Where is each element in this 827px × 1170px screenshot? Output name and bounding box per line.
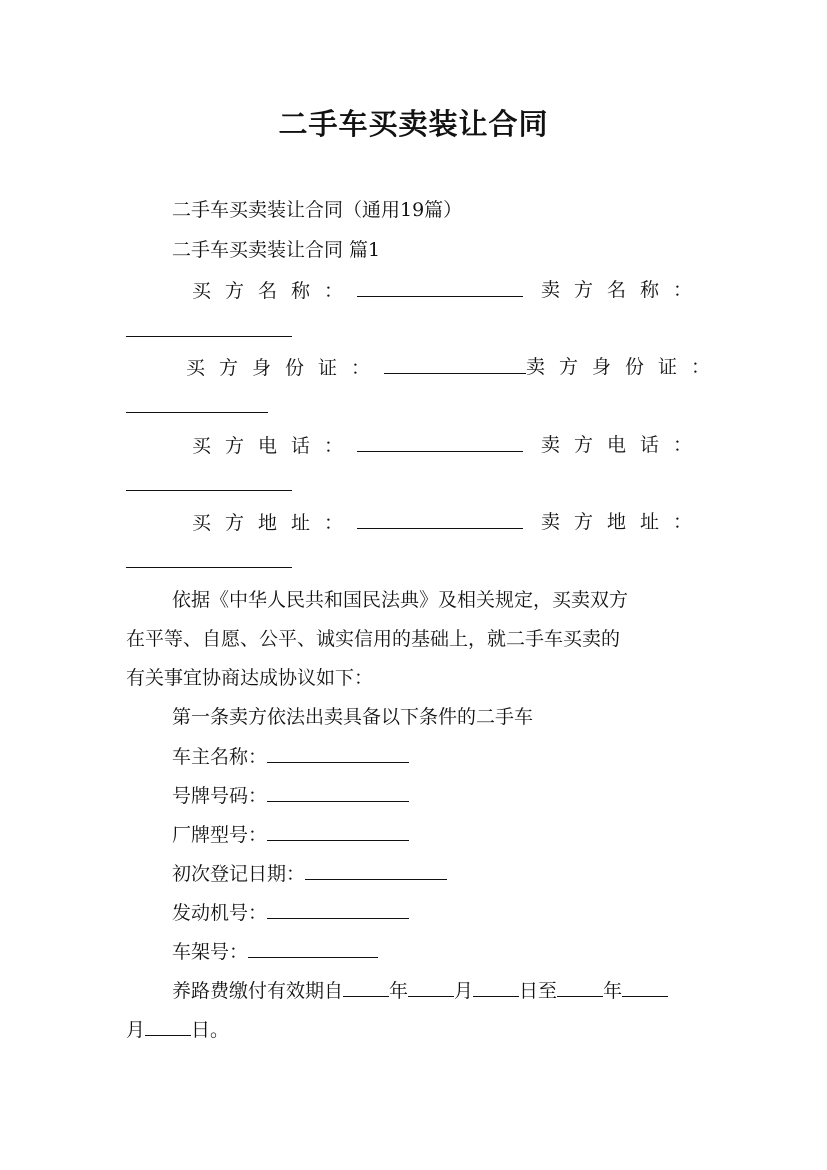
maintenance-row	[172, 978, 706, 1003]
paragraph-line-2: 在平等、自愿、公平、诚实信用的基础上，就二手车买卖的	[126, 628, 621, 650]
frame-label: 车架号：	[172, 941, 249, 963]
brand-row	[172, 822, 752, 847]
day-blank-1	[473, 978, 519, 997]
month-blank-1	[408, 978, 454, 997]
phone-row	[126, 433, 706, 458]
frame-row	[172, 939, 752, 964]
plate-label: 号牌号码：	[172, 785, 268, 807]
plate-row	[172, 783, 752, 808]
day-end-label: 日。	[191, 1019, 230, 1041]
paragraph-line-1: 依据《中华人民共和国民法典》及相关规定，买卖双方	[172, 589, 629, 611]
engine-label: 发动机号：	[172, 902, 268, 924]
month-label-2: 月	[126, 1019, 146, 1041]
seller-address-label: 卖方地址：	[540, 511, 706, 533]
buyer-phone-blank	[357, 433, 523, 452]
intro-line: 二手车买卖装让合同（通用19篇）	[172, 199, 463, 221]
frame-blank	[248, 939, 378, 958]
address-row	[126, 510, 706, 535]
year-blank-1	[343, 978, 389, 997]
reg-date-row	[172, 861, 752, 886]
seller-address-blank-line	[126, 549, 706, 574]
maintenance-label: 养路费缴付有效期自	[172, 980, 344, 1002]
car-owner-row	[172, 744, 752, 769]
day-to-label: 日至	[519, 980, 558, 1002]
reg-date-label: 初次登记日期：	[172, 863, 306, 885]
brand-blank	[267, 822, 409, 841]
month-blank-2	[622, 978, 668, 997]
seller-id-blank-line	[126, 394, 706, 419]
buyer-id-label: 买方身份证：	[186, 357, 385, 379]
buyer-phone-label: 买方电话：	[192, 435, 358, 457]
seller-name-label: 卖方名称：	[540, 279, 706, 301]
plate-blank	[267, 783, 409, 802]
brand-label: 厂牌型号：	[172, 824, 268, 846]
seller-phone-blank	[126, 472, 292, 491]
page-title: 二手车买卖装让合同	[278, 107, 549, 141]
day-blank-2	[145, 1017, 191, 1036]
year-label-1: 年	[389, 980, 409, 1002]
engine-blank	[267, 900, 409, 919]
buyer-name-blank	[357, 278, 523, 297]
paragraph-line-3: 有关事宜协商达成协议如下：	[126, 667, 374, 689]
seller-id-label: 卖方身份证：	[526, 356, 725, 378]
seller-name-blank	[126, 318, 292, 337]
year-blank-2	[557, 978, 603, 997]
year-label-2: 年	[603, 980, 623, 1002]
section-heading: 二手车买卖装让合同 篇1	[172, 239, 381, 261]
seller-address-blank	[126, 549, 292, 568]
id-row	[126, 355, 725, 380]
seller-name-blank-line	[126, 318, 706, 343]
buyer-address-label: 买方地址：	[192, 512, 358, 534]
seller-phone-blank-line	[126, 472, 706, 497]
article-heading: 第一条卖方依法出卖具备以下条件的二手车	[172, 706, 534, 728]
buyer-address-blank	[357, 510, 523, 529]
maintenance-row-2	[126, 1017, 706, 1042]
car-owner-blank	[267, 744, 409, 763]
month-label-1: 月	[454, 980, 474, 1002]
seller-phone-label: 卖方电话：	[540, 434, 706, 456]
reg-date-blank	[305, 861, 447, 880]
buyer-name-label: 买方名称：	[192, 280, 358, 302]
name-row	[126, 278, 706, 303]
engine-row	[172, 900, 752, 925]
car-owner-label: 车主名称：	[172, 746, 268, 768]
buyer-id-blank	[384, 355, 526, 374]
seller-id-blank	[126, 394, 268, 413]
